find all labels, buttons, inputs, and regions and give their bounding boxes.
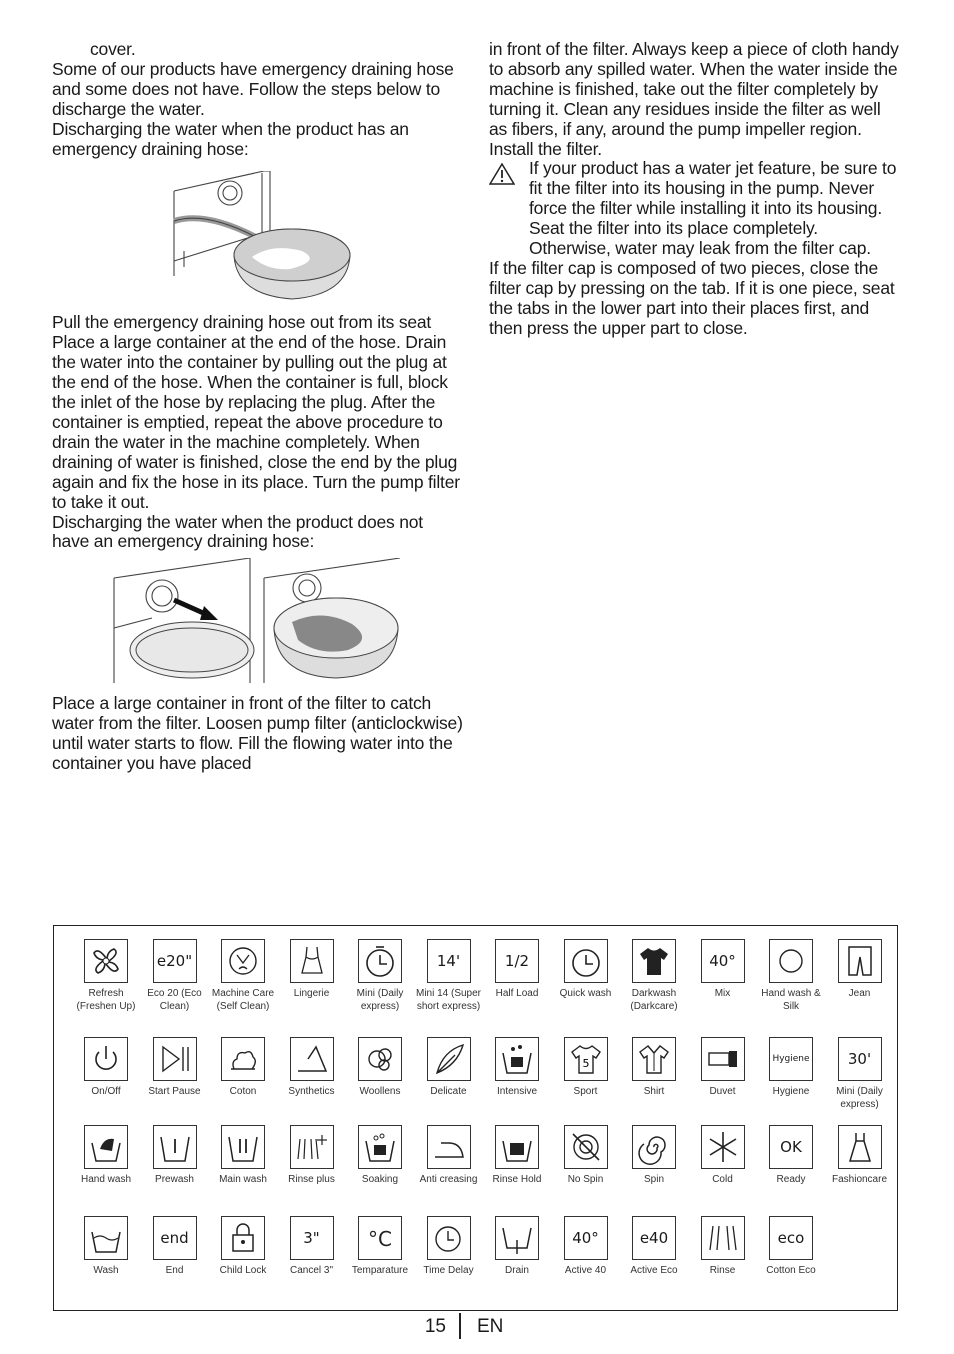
legend-item (344, 939, 416, 1013)
legend-item (481, 1037, 553, 1099)
hygiene-icon (769, 1037, 813, 1081)
rinse-plus-icon (290, 1125, 334, 1169)
quick-wash-icon (564, 939, 608, 983)
legend-item (207, 1125, 279, 1187)
legend-item (344, 1125, 416, 1187)
drain-icon (495, 1216, 539, 1260)
iron-icon (427, 1125, 471, 1169)
legend-label: Refresh (Freshen Up) (76, 988, 136, 1012)
text-cover: cover. (90, 39, 136, 59)
legend-glyph: Hygiene (772, 1054, 810, 1064)
wool-icon (358, 1037, 402, 1081)
legend-label: Coton (229, 1086, 257, 1097)
legend-label: Cold (712, 1174, 733, 1185)
sport-shirt-icon (564, 1037, 608, 1081)
legend-item (687, 1037, 759, 1099)
page-footer (0, 1313, 954, 1343)
text-without-hose-heading: Discharging the water when the product does not have an emergency draining hose: (52, 511, 423, 552)
legend-label: Active Eco (630, 1265, 678, 1276)
legend-label: Quick wash (559, 988, 612, 999)
page-number: 15 (424, 1316, 446, 1337)
legend-label: Shirt (643, 1086, 665, 1097)
intensive-icon (495, 1037, 539, 1081)
legend-label: Lingerie (293, 988, 330, 999)
legend-label: Drain (505, 1265, 529, 1276)
legend-item (276, 939, 348, 1001)
legend-item (276, 1037, 348, 1099)
hand-wash-icon (84, 1125, 128, 1169)
text-with-hose-steps: Pull the emergency draining hose out from its seat Place a large container at the end of the hose. Drain the water into the container by pulling out the plug at the end of the hose. When the container is full, block the inlet of the hose by replacing the plug. After the container is emptied, repeat the above procedure to drain the water in the machine completely. When draining of water is finished, close the end by the plug again and fix the hose in its place. Turn the pump filter to take it out. (52, 312, 460, 512)
wash-icon (84, 1216, 128, 1260)
ok-icon (769, 1125, 813, 1169)
legend-glyph: 30' (847, 1050, 872, 1068)
legend-label: Machine Care (Self Clean) (211, 988, 275, 1012)
legend-label: Ready (776, 1174, 806, 1185)
legend-label: Active 40 (564, 1265, 607, 1276)
main-wash-icon (221, 1125, 265, 1169)
temperature-icon (358, 1216, 402, 1260)
legend-item (413, 939, 485, 1013)
legend-label: Synthetics (288, 1086, 335, 1097)
legend-label: Cancel 3" (289, 1265, 334, 1276)
legend-item (276, 1216, 348, 1278)
legend-label: Woollens (359, 1086, 401, 1097)
legend-label: Mini (Daily express) (356, 988, 404, 1012)
time-delay-icon (427, 1216, 471, 1260)
legend-item (207, 1037, 279, 1099)
dark-shirt-icon (632, 939, 676, 983)
legend-item (413, 1216, 485, 1278)
legend-label: Rinse Hold (492, 1174, 542, 1185)
text-filter-cleaning: in front of the filter. Always keep a piece of cloth handy to absorb any spilled water. When the water inside the machine is finished, take out the filter completely by turning it. Clean any residues inside the filter as well as fibers, if any, around the pump impeller region. Install the filter. (489, 39, 899, 159)
half-load-icon (495, 939, 539, 983)
legend-label: Time Delay (423, 1265, 474, 1276)
legend-label: Rinse plus (288, 1174, 335, 1185)
svg-text:5: 5 (582, 1057, 589, 1070)
legend-label: On/Off (91, 1086, 121, 1097)
filter-drain-illustration (112, 558, 402, 688)
lock-icon (221, 1216, 265, 1260)
legend-label: Jean (848, 988, 871, 999)
stopwatch-icon (358, 939, 402, 983)
shirt-icon (632, 1037, 676, 1081)
legend-item (687, 939, 759, 1001)
legend-glyph: 3" (303, 1229, 320, 1247)
legend-label: Rinse (709, 1265, 736, 1276)
drum-clean-icon (221, 939, 265, 983)
legend-label: End (165, 1265, 184, 1276)
legend-label: Eco 20 (Eco Clean) (147, 988, 202, 1012)
synthetics-icon (290, 1037, 334, 1081)
silk-icon (769, 939, 813, 983)
legend-label: Anti creasing (419, 1174, 478, 1185)
legend-label: Soaking (361, 1174, 399, 1185)
legend-label: Hand wash (80, 1174, 132, 1185)
legend-item (550, 1125, 622, 1187)
feather-icon (427, 1037, 471, 1081)
end-icon (153, 1216, 197, 1260)
legend-glyph: 40° (572, 1229, 599, 1247)
legend-label: No Spin (567, 1174, 604, 1185)
footer-divider (459, 1313, 461, 1339)
eco-20-icon (153, 939, 197, 983)
legend-item (70, 1037, 142, 1099)
legend-label: Darkwash (Darkcare) (630, 988, 678, 1012)
duvet-icon (701, 1037, 745, 1081)
text-intro: Some of our products have emergency draining hose and some does not have. Follow the steps below to discharge the water. (52, 58, 454, 119)
warning-text: If your product has a water jet feature, be sure to fit the filter into its housing in the pump. Never force the filter while installing it into its housing. Seat the filter into its place completely. Otherwise, water may leak from the filter cap. (529, 158, 897, 259)
prewash-icon (153, 1125, 197, 1169)
legend-glyph: e40 (639, 1229, 669, 1247)
legend-item (344, 1216, 416, 1278)
legend-label: Spin (643, 1174, 664, 1185)
legend-item (550, 1216, 622, 1278)
rinse-hold-icon (495, 1125, 539, 1169)
legend-item (824, 1037, 896, 1111)
legend-item (755, 1216, 827, 1278)
legend-item (687, 1125, 759, 1187)
left-column (52, 40, 464, 774)
legend-label: Main wash (219, 1174, 267, 1185)
legend-glyph: 40° (709, 952, 736, 970)
mix-icon (701, 939, 745, 983)
legend-item (481, 1125, 553, 1187)
svg-text:°C: °C (368, 1227, 392, 1251)
legend-label: Half Load (495, 988, 539, 999)
legend-label: Hand wash & Silk (761, 988, 821, 1012)
spin-icon (632, 1125, 676, 1169)
legend-label: Wash (93, 1265, 119, 1276)
jeans-icon (838, 939, 882, 983)
legend-item (139, 1216, 211, 1278)
legend-label: Intensive (496, 1086, 538, 1097)
active-eco-icon (632, 1216, 676, 1260)
legend-glyph: end (160, 1229, 189, 1247)
legend-item (70, 939, 142, 1013)
active-40-icon (564, 1216, 608, 1260)
legend-glyph: eco (777, 1229, 805, 1247)
legend-item (618, 1216, 690, 1278)
start-pause-icon (153, 1037, 197, 1081)
legend-label: Delicate (430, 1086, 467, 1097)
legend-label: Temparature (351, 1265, 409, 1276)
legend-item (481, 939, 553, 1001)
cotton-icon (221, 1037, 265, 1081)
legend-glyph: e20" (156, 952, 193, 970)
legend-item (755, 939, 827, 1013)
stopwatch-30-icon (838, 1037, 882, 1081)
dress-icon (838, 1125, 882, 1169)
legend-item (139, 1037, 211, 1099)
legend-label: Hygiene (772, 1086, 810, 1097)
fan-icon (84, 939, 128, 983)
legend-item (824, 1125, 896, 1187)
legend-item (139, 939, 211, 1013)
legend-item (618, 1125, 690, 1187)
legend-label: Start Pause (148, 1086, 201, 1097)
legend-label: Mini (Daily express) (836, 1086, 883, 1110)
legend-item (207, 939, 279, 1013)
no-spin-icon (564, 1125, 608, 1169)
language-code: EN (477, 1316, 504, 1337)
legend-label: Duvet (709, 1086, 736, 1097)
power-icon (84, 1037, 128, 1081)
legend-item (618, 1037, 690, 1099)
lingerie-icon (290, 939, 334, 983)
legend-item (481, 1216, 553, 1278)
legend-item (550, 1037, 622, 1099)
legend-item (550, 939, 622, 1001)
snowflake-icon (701, 1125, 745, 1169)
legend-label: Sport (573, 1086, 598, 1097)
cancel-3-icon (290, 1216, 334, 1260)
legend-glyph: 14' (436, 952, 461, 970)
legend-item (824, 939, 896, 1001)
legend-label: Prewash (155, 1174, 194, 1185)
legend-label: Cotton Eco (766, 1265, 816, 1276)
legend-item (755, 1037, 827, 1099)
legend-glyph: OK (780, 1138, 802, 1156)
hose-drain-illustration (172, 171, 362, 301)
legend-label: Child Lock (219, 1265, 267, 1276)
legend-glyph: 1/2 (504, 952, 530, 970)
legend-item (344, 1037, 416, 1099)
rinse-icon (701, 1216, 745, 1260)
legend-label: Mix (714, 988, 731, 999)
legend-item (207, 1216, 279, 1278)
stopwatch-14-icon (427, 939, 471, 983)
legend-item (70, 1216, 142, 1278)
legend-item (413, 1125, 485, 1187)
soaking-icon (358, 1125, 402, 1169)
cotton-eco-icon (769, 1216, 813, 1260)
text-filter-cap: If the filter cap is composed of two pieces, close the filter cap by pressing on the tab. If it is one piece, seat the tabs in the lower part into their places first, and then press the upper part to close. (489, 257, 895, 338)
legend-label: Fashioncare (831, 1174, 888, 1185)
legend-item (755, 1125, 827, 1187)
warning-note (489, 159, 901, 259)
legend-item (687, 1216, 759, 1278)
legend-item (413, 1037, 485, 1099)
warning-triangle-icon (489, 163, 515, 185)
text-with-hose-heading: Discharging the water when the product has an emergency draining hose: (52, 118, 409, 159)
legend-item (70, 1125, 142, 1187)
right-column (489, 40, 901, 339)
legend-item (618, 939, 690, 1013)
text-without-hose-steps: Place a large container in front of the filter to catch water from the filter. Loosen pump filter (anticlockwise) until water starts to flow. Fill the flowing water into the container you have placed (52, 693, 463, 774)
legend-label: Mini 14 (Super short express) (415, 988, 482, 1012)
legend-item (276, 1125, 348, 1187)
legend-item (139, 1125, 211, 1187)
symbol-legend-box (53, 925, 898, 1311)
